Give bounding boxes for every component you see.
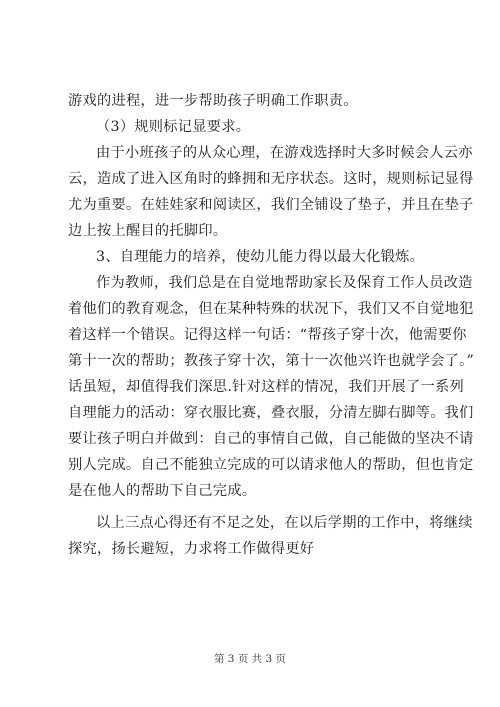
text-line: 游戏的进程，进一步帮助孩子明确工作职责。 [68, 93, 358, 109]
text-line: 第十一次的帮助；教孩子穿十次，第十一次他兴许也就学会了。” [68, 353, 475, 369]
text-line: 自理能力的活动：穿衣服比赛，叠衣服，分清左脚右脚等。我们 [68, 405, 474, 421]
text-line: 是在他人的帮助下自己完成。 [68, 483, 257, 499]
text-line: 着他们的教育观念，但在某种特殊的状况下，我们又不自觉地犯 [68, 301, 474, 317]
text-line: 边上按上醒目的托脚印。 [68, 223, 228, 239]
text-line: 探究，扬长避短，力求将工作做得更好 [68, 541, 315, 557]
text-line: 着这样一个错误。记得这样一句话：“帮孩子穿十次，他需要你 [68, 327, 467, 343]
text-line: 由于小班孩子的从众心理，在游戏选择时大多时候会人云亦 [96, 145, 473, 161]
page-number: 第 3 页 共 3 页 [213, 653, 287, 665]
subheading-rules-marking: （3）规则标记显要求。 [96, 119, 251, 135]
text-line: 作为教师，我们总是在自觉地帮助家长及保育工作人员改造 [96, 275, 473, 291]
text-line: 云，造成了进入区角时的蜂拥和无序状态。这时，规则标记显得 [68, 171, 474, 187]
text-line: 别人完成。自己不能独立完成的可以请求他人的帮助，但也肯定 [68, 457, 474, 473]
section-heading-self-care: 3、自理能力的培养，使幼儿能力得以最大化锻炼。 [96, 249, 425, 265]
text-line: 以上三点心得还有不足之处，在以后学期的工作中，将继续 [96, 515, 473, 531]
text-line: 要让孩子明白并做到：自己的事情自己做，自己能做的坚决不请 [68, 431, 474, 447]
document-body [68, 88, 475, 562]
text-line: 话虽短，却值得我们深思.针对这样的情况，我们开展了一系列 [68, 379, 464, 395]
text-line: 尤为重要。在娃娃家和阅读区，我们全铺设了垫子，并且在垫子 [68, 197, 474, 213]
